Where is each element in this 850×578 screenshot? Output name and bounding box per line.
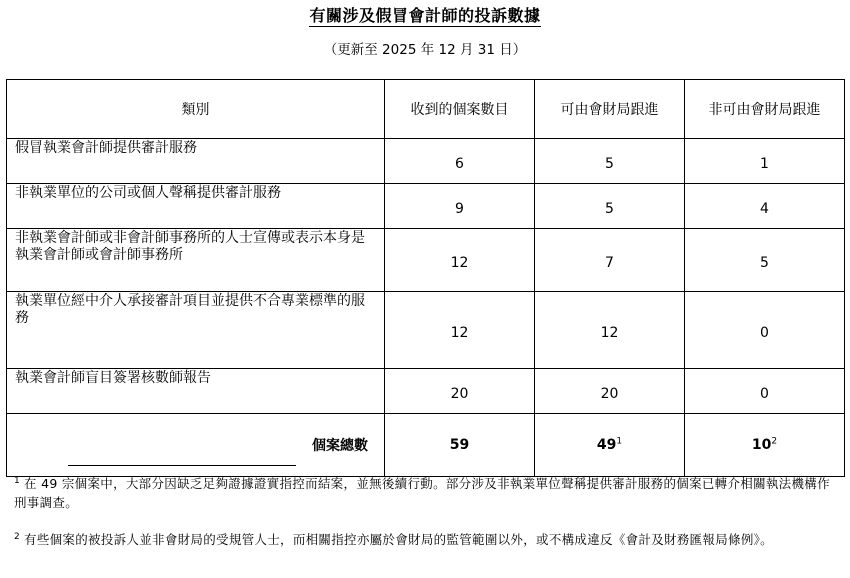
row-followed: 20: [535, 369, 685, 414]
complaints-table: [6, 79, 845, 477]
row-followed: 12: [535, 292, 685, 369]
footnote-1: [14, 474, 840, 512]
footnote-text: 有些個案的被投訴人並非會財局的受規管人士，而相關指控亦屬於會財局的監管範圍以外，或不構成違反《會計及財務匯報局條例》。: [24, 532, 773, 547]
row-not-followed: 0: [685, 369, 845, 414]
footnote-ref-1[interactable]: 1: [616, 436, 623, 447]
row-category: 執業單位經中介人承接審計項目並提供不合專業標準的服務: [7, 292, 385, 369]
total-label: 個案總數: [7, 414, 385, 477]
footnote-text: 在 49 宗個案中，大部分因缺乏足夠證據證實指控而結案，並無後續行動。部分涉及非執業單位聲稱提供審計服務的個案已轉介相關執法機構作刑事調查。: [14, 476, 830, 510]
row-category: 非執業會計師或非會計師事務所的人士宣傳或表示本身是執業會計師或會計師事務所: [7, 229, 385, 292]
total-followed-cell: [535, 414, 685, 477]
row-not-followed: 1: [685, 139, 845, 184]
update-date: （更新至 2025 年 12 月 31 日）: [323, 42, 527, 58]
row-received: 12: [385, 292, 535, 369]
header-category: 類別: [7, 80, 385, 139]
header-received: 收到的個案數目: [385, 80, 535, 139]
header-followed: 可由會財局跟進: [535, 80, 685, 139]
row-received: 6: [385, 139, 535, 184]
total-followed: 49: [596, 437, 617, 453]
table-row: [7, 184, 845, 229]
row-followed: 7: [535, 229, 685, 292]
row-not-followed: 4: [685, 184, 845, 229]
total-not-followed: 10: [751, 437, 772, 453]
table-row: [7, 229, 845, 292]
row-followed: 5: [535, 139, 685, 184]
table-row: [7, 139, 845, 184]
footnote-ref-2[interactable]: 2: [771, 436, 778, 447]
row-not-followed: 5: [685, 229, 845, 292]
table-row: [7, 369, 845, 414]
row-received: 9: [385, 184, 535, 229]
footnote-mark: 2: [14, 531, 21, 542]
footnote-divider: [68, 465, 296, 466]
total-not-followed-cell: [685, 414, 845, 477]
row-not-followed: 0: [685, 292, 845, 369]
row-category: 非執業單位的公司或個人聲稱提供審計服務: [7, 184, 385, 229]
footnote-mark: 1: [14, 475, 21, 486]
row-category: 執業會計師盲目簽署核數師報告: [7, 369, 385, 414]
row-received: 12: [385, 229, 535, 292]
header-not-followed: 非可由會財局跟進: [685, 80, 845, 139]
table-row: [7, 292, 845, 369]
row-category: 假冒執業會計師提供審計服務: [7, 139, 385, 184]
footnote-2: [14, 530, 840, 549]
row-received: 20: [385, 369, 535, 414]
row-followed: 5: [535, 184, 685, 229]
page-title: 有關涉及假冒會計師的投訴數據: [309, 6, 541, 25]
header-row: [7, 80, 845, 139]
total-received: 59: [385, 414, 535, 477]
total-row: [7, 414, 845, 477]
